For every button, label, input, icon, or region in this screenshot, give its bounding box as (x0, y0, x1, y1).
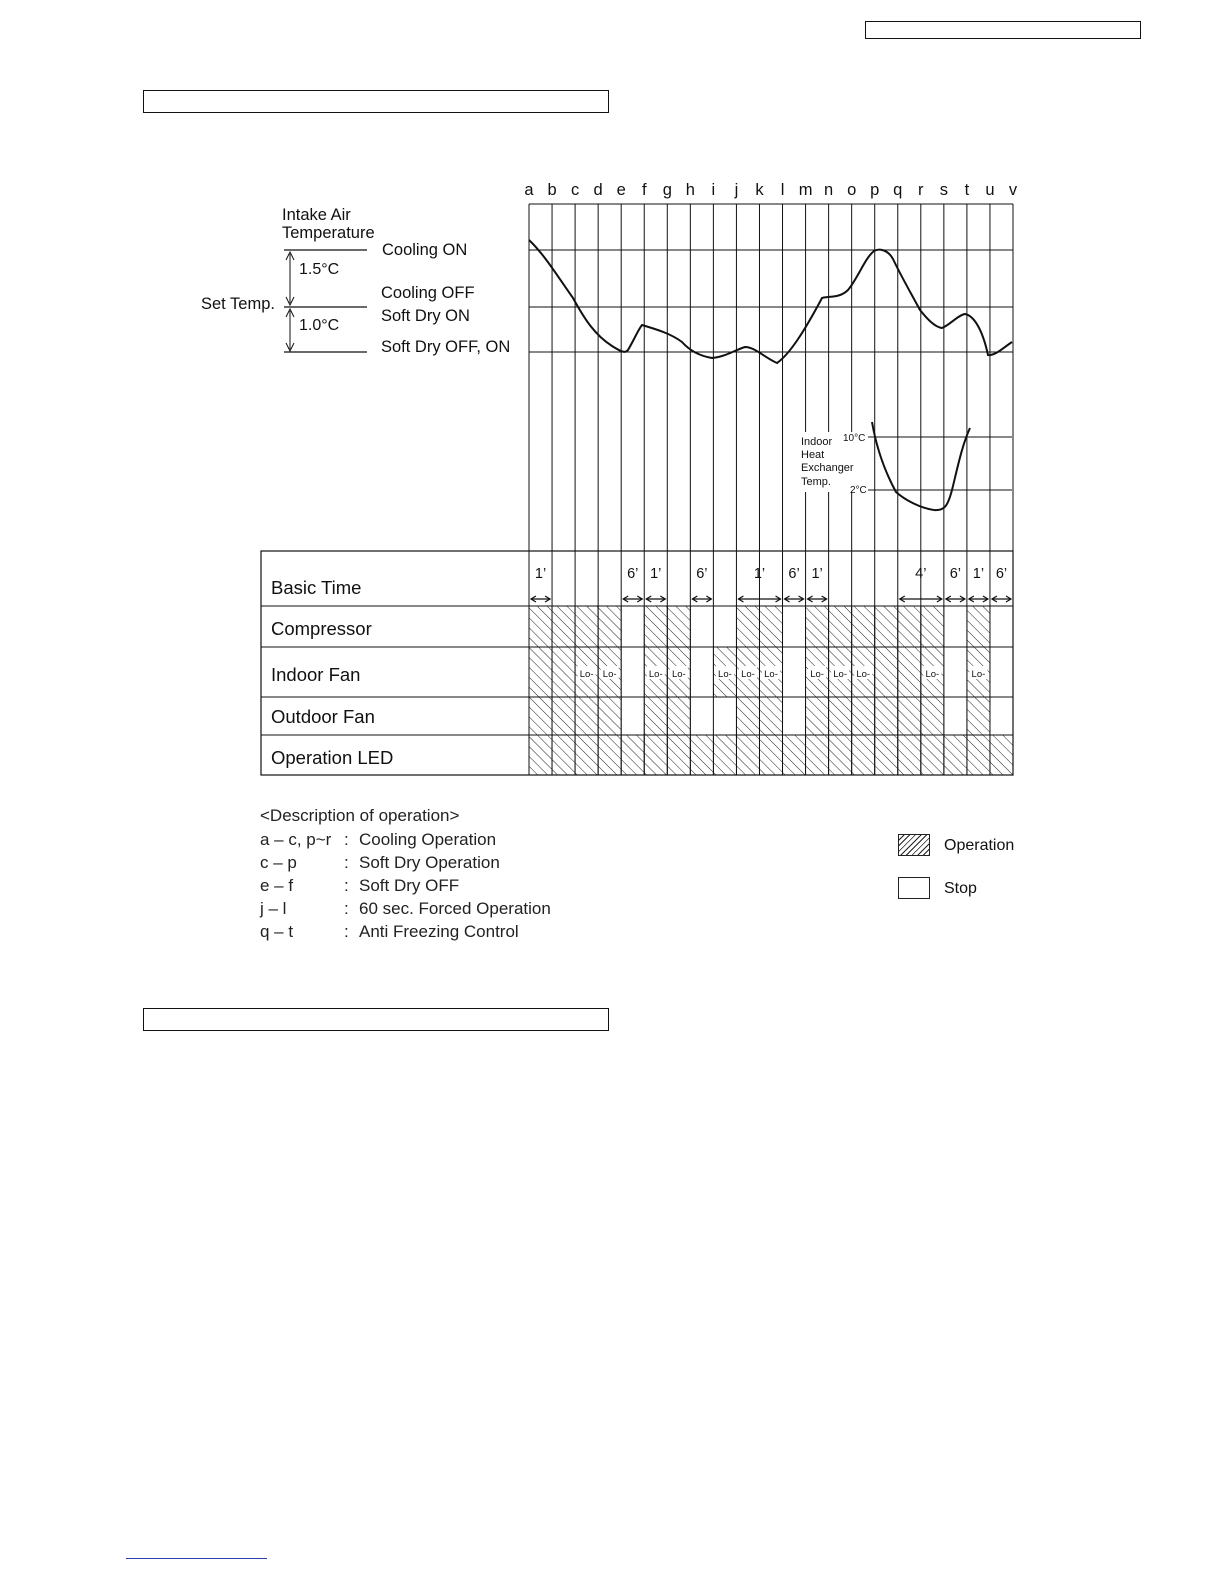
operation-led-on-cell (990, 735, 1013, 775)
set-temp-label: Set Temp. (201, 295, 275, 313)
operation-led-on-cell (875, 735, 898, 775)
row-label-outdoor-fan: Outdoor Fan (271, 706, 375, 727)
indoor-fan-lo-label: Lo- (925, 669, 940, 680)
operation-led-on-cell (967, 735, 990, 775)
basic-time-label: 1’ (534, 566, 547, 582)
legend-operation-swatch (898, 834, 930, 856)
operation-led-on-cell (759, 735, 782, 775)
compressor-on-cell (852, 606, 875, 647)
compressor-on-cell (806, 606, 829, 647)
operation-led-on-cell (944, 735, 967, 775)
section-heading-box-bottom (143, 1008, 609, 1031)
row-label-indoor-fan: Indoor Fan (271, 664, 361, 685)
compressor-on-cell (667, 606, 690, 647)
legend-operation-label: Operation (944, 837, 1015, 854)
timeline-letter-u: u (985, 181, 995, 199)
basic-time-label: 1’ (753, 566, 766, 582)
intake-air-temperature-curve (529, 240, 1012, 363)
heat-exchanger-label-4: Temp. (801, 476, 831, 488)
row-label-basic-time: Basic Time (271, 577, 362, 598)
indoor-fan-lo-label: Lo- (971, 669, 986, 680)
row-label-operation-led: Operation LED (271, 747, 394, 768)
outdoor-fan-on-cell (552, 697, 575, 735)
basic-time-label: 6’ (627, 566, 639, 582)
operation-led-on-cell (644, 735, 667, 775)
indoor-fan-lo-label: Lo- (810, 669, 824, 680)
description-item-range: c – p (260, 853, 297, 872)
outdoor-fan-on-cell (667, 697, 690, 735)
basic-time-label: 6’ (949, 566, 962, 582)
compressor-on-cell (529, 606, 552, 647)
basic-time-label: 6’ (696, 566, 708, 582)
timeline-letter-m: m (798, 181, 813, 199)
description-item-sep: : (344, 876, 349, 895)
basic-time-label: 6’ (995, 566, 1008, 582)
compressor-on-cell (967, 606, 990, 647)
description-item-text: Soft Dry Operation (359, 853, 500, 872)
description-title: <Description of operation> (260, 806, 460, 825)
outdoor-fan-on-cell (898, 697, 921, 735)
heat-exchanger-label-3: Exchanger (801, 462, 854, 474)
compressor-on-cell (829, 606, 852, 647)
heat-exchanger-label-2: Heat (801, 449, 825, 461)
timeline-letter-v: v (1008, 181, 1018, 199)
heat-exchanger-temp-low: 2°C (850, 485, 867, 496)
operation-led-on-cell (898, 735, 921, 775)
description-item-range: j – l (260, 899, 287, 918)
operation-led-on-cell (921, 735, 944, 775)
indoor-fan-lo-label: Lo- (856, 669, 871, 680)
indoor-fan-on-cell (898, 647, 921, 697)
timeline-letter-i: i (711, 181, 716, 199)
legend-stop-label: Stop (944, 880, 977, 897)
outdoor-fan-on-cell (759, 697, 782, 735)
timeline-letter-b: b (547, 181, 557, 199)
compressor-on-cell (898, 606, 921, 647)
outdoor-fan-on-cell (967, 697, 990, 735)
description-item-range: q – t (260, 922, 294, 941)
operation-led-on-cell (690, 735, 713, 775)
row-label-compressor: Compressor (271, 618, 372, 639)
description-of-operation (260, 806, 680, 951)
timeline-letter-a: a (524, 181, 534, 199)
operation-led-on-cell (806, 735, 829, 775)
indoor-fan-lo-label: Lo- (602, 669, 617, 680)
timeline-letter-o: o (847, 181, 857, 199)
state-cells (529, 606, 1013, 775)
heat-exchanger-label-1: Indoor (801, 436, 833, 448)
indoor-fan-on-cell (552, 647, 575, 697)
operation-led-on-cell (552, 735, 575, 775)
timeline-letters (524, 181, 1017, 199)
indoor-fan-on-cell (529, 647, 552, 697)
operation-led-on-cell (667, 735, 690, 775)
operation-led-on-cell (598, 735, 621, 775)
timeline-letter-c: c (570, 181, 580, 199)
basic-time-label: 1’ (811, 566, 823, 582)
operation-led-on-cell (783, 735, 806, 775)
basic-time-label: 6’ (788, 566, 800, 582)
operation-led-on-cell (713, 735, 736, 775)
cooling-on-label: Cooling ON (382, 241, 468, 259)
compressor-on-cell (575, 606, 598, 647)
indoor-fan-lo-label: Lo- (671, 669, 686, 680)
description-item-sep: : (344, 853, 349, 872)
intake-air-label-1: Intake Air (282, 206, 351, 224)
indoor-fan-lo-label: Lo- (648, 669, 663, 680)
heat-exchanger-temp-high: 10°C (843, 433, 866, 444)
compressor-on-cell (921, 606, 944, 647)
description-item-text: Cooling Operation (359, 830, 497, 849)
operation-led-on-cell (575, 735, 598, 775)
timeline-letter-k: k (755, 181, 764, 199)
outdoor-fan-on-cell (875, 697, 898, 735)
compressor-on-cell (552, 606, 575, 647)
indoor-fan-lo-label: Lo- (579, 669, 594, 680)
delta-lower-label: 1.0°C (299, 317, 340, 334)
legend-stop-swatch (898, 877, 930, 899)
outdoor-fan-on-cell (921, 697, 944, 735)
description-item-text: 60 sec. Forced Operation (359, 899, 551, 918)
indoor-fan-on-cell (875, 647, 898, 697)
operation-led-on-cell (829, 735, 852, 775)
outdoor-fan-on-cell (829, 697, 852, 735)
compressor-on-cell (644, 606, 667, 647)
indoor-fan-lo-label: Lo- (741, 669, 755, 680)
outdoor-fan-on-cell (852, 697, 875, 735)
outdoor-fan-on-cell (806, 697, 829, 735)
timeline-letter-d: d (593, 181, 603, 199)
timeline-letter-p: p (870, 181, 880, 199)
outdoor-fan-on-cell (644, 697, 667, 735)
timeline-letter-q: q (893, 181, 903, 199)
timeline-letter-e: e (616, 181, 626, 199)
footer-rule (126, 1558, 267, 1559)
indoor-fan-lo-label: Lo- (833, 669, 848, 680)
timeline-letter-j: j (734, 181, 739, 199)
description-item-text: Soft Dry OFF (359, 876, 460, 895)
compressor-on-cell (759, 606, 782, 647)
soft-dry-off-on-label: Soft Dry OFF, ON (381, 338, 511, 356)
cooling-off-label: Cooling OFF (381, 284, 475, 302)
basic-time-label: 1’ (972, 566, 985, 582)
operation-led-on-cell (852, 735, 875, 775)
compressor-on-cell (598, 606, 621, 647)
outdoor-fan-on-cell (529, 697, 552, 735)
intake-air-label-2: Temperature (282, 224, 375, 242)
timeline-letter-l: l (780, 181, 785, 199)
basic-time-marks (531, 566, 1011, 602)
timeline-letter-f: f (641, 181, 647, 199)
operation-led-on-cell (736, 735, 759, 775)
compressor-on-cell (875, 606, 898, 647)
description-item-range: e – f (260, 876, 294, 895)
description-item-sep: : (344, 830, 349, 849)
timeline-letter-h: h (685, 181, 695, 199)
outdoor-fan-on-cell (598, 697, 621, 735)
compressor-on-cell (736, 606, 759, 647)
soft-dry-on-label: Soft Dry ON (381, 307, 470, 325)
timeline-letter-t: t (964, 181, 970, 199)
indoor-fan-lo-label: Lo- (718, 669, 732, 680)
basic-time-label: 1’ (650, 566, 662, 582)
timeline-letter-n: n (824, 181, 834, 199)
description-item-range: a – c, p~r (260, 830, 332, 849)
operation-led-on-cell (621, 735, 644, 775)
description-item-text: Anti Freezing Control (359, 922, 519, 941)
outdoor-fan-on-cell (575, 697, 598, 735)
description-item-sep: : (344, 899, 349, 918)
basic-time-label: 4’ (915, 566, 927, 582)
description-item-sep: : (344, 922, 349, 941)
operation-led-on-cell (529, 735, 552, 775)
timeline-letter-r: r (918, 181, 924, 199)
timeline-letter-g: g (662, 181, 672, 199)
outdoor-fan-on-cell (736, 697, 759, 735)
indoor-fan-lo-label: Lo- (764, 669, 778, 680)
delta-upper-label: 1.5°C (299, 261, 340, 278)
timeline-letter-s: s (939, 181, 948, 199)
